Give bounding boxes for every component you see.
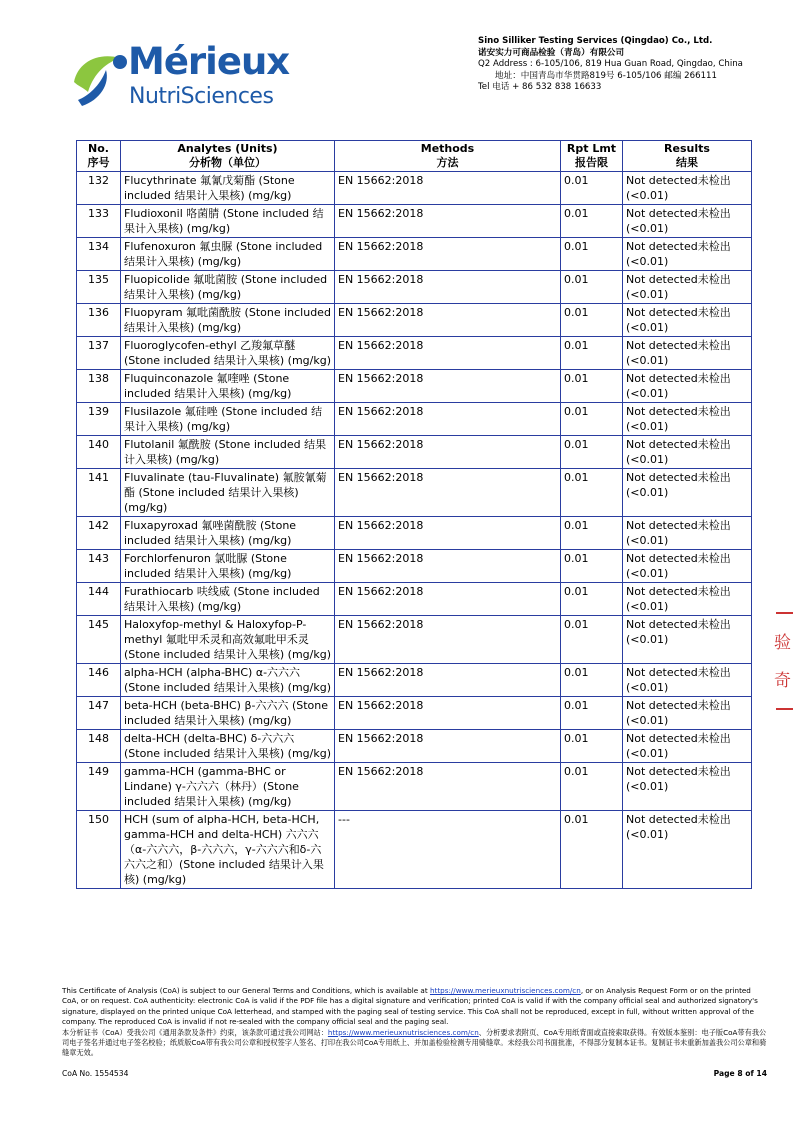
row-analyte: Furathiocarb 呋线威 (Stone included 结果计入果核) (mg/kg) bbox=[121, 583, 335, 616]
row-limit: 0.01 bbox=[561, 517, 623, 550]
header-no: No. 序号 bbox=[77, 141, 121, 172]
row-analyte: Haloxyfop-methyl & Haloxyfop-P-methyl 氟吡甲禾灵和高效氟吡甲禾灵 (Stone included 结果计入果核) (mg/kg) bbox=[121, 616, 335, 664]
row-limit: 0.01 bbox=[561, 370, 623, 403]
row-no: 136 bbox=[77, 304, 121, 337]
row-analyte: Fluvalinate (tau-Fluvalinate) 氟胺氰菊酯 (Stone included 结果计入果核) (mg/kg) bbox=[121, 469, 335, 517]
row-limit: 0.01 bbox=[561, 550, 623, 583]
row-analyte: Fluquinconazole 氟喹唑 (Stone included 结果计入果核) (mg/kg) bbox=[121, 370, 335, 403]
row-result: Not detected未检出(<0.01) bbox=[623, 811, 752, 889]
row-limit: 0.01 bbox=[561, 664, 623, 697]
row-method: EN 15662:2018 bbox=[335, 517, 561, 550]
table-row bbox=[77, 811, 752, 889]
row-analyte: Forchlorfenuron 氯吡脲 (Stone included 结果计入果核) (mg/kg) bbox=[121, 550, 335, 583]
row-result: Not detected未检出(<0.01) bbox=[623, 664, 752, 697]
row-result: Not detected未检出(<0.01) bbox=[623, 583, 752, 616]
page-number: Page 8 of 14 bbox=[713, 1069, 767, 1078]
company-tel: Tel 电话 + 86 532 838 16633 bbox=[478, 82, 602, 93]
table-row bbox=[77, 205, 752, 238]
row-limit: 0.01 bbox=[561, 172, 623, 205]
row-limit: 0.01 bbox=[561, 763, 623, 811]
row-no: 140 bbox=[77, 436, 121, 469]
row-analyte: alpha-HCH (alpha-BHC) α-六六六 (Stone included 结果计入果核) (mg/kg) bbox=[121, 664, 335, 697]
table-row bbox=[77, 304, 752, 337]
header-analytes: Analytes (Units) 分析物（单位） bbox=[121, 141, 335, 172]
row-method: --- bbox=[335, 811, 561, 889]
row-analyte: Flutolanil 氟酰胺 (Stone included 结果计入果核) (mg/kg) bbox=[121, 436, 335, 469]
row-method: EN 15662:2018 bbox=[335, 238, 561, 271]
row-result: Not detected未检出(<0.01) bbox=[623, 238, 752, 271]
row-result: Not detected未检出(<0.01) bbox=[623, 550, 752, 583]
row-no: 142 bbox=[77, 517, 121, 550]
terms-link-en[interactable]: https://www.merieuxnutrisciences.com/cn bbox=[429, 986, 581, 995]
table-row bbox=[77, 550, 752, 583]
row-method: EN 15662:2018 bbox=[335, 616, 561, 664]
row-no: 143 bbox=[77, 550, 121, 583]
company-logo bbox=[70, 40, 290, 118]
row-result: Not detected未检出(<0.01) bbox=[623, 517, 752, 550]
row-analyte: Flucythrinate 氟氰戊菊酯 (Stone included 结果计入果核) (mg/kg) bbox=[121, 172, 335, 205]
row-method: EN 15662:2018 bbox=[335, 271, 561, 304]
table-row bbox=[77, 271, 752, 304]
row-method: EN 15662:2018 bbox=[335, 664, 561, 697]
row-method: EN 15662:2018 bbox=[335, 469, 561, 517]
row-analyte: delta-HCH (delta-BHC) δ-六六六 (Stone included 结果计入果核) (mg/kg) bbox=[121, 730, 335, 763]
row-analyte: Fluopyram 氟吡菌酰胺 (Stone included 结果计入果核) (mg/kg) bbox=[121, 304, 335, 337]
row-limit: 0.01 bbox=[561, 238, 623, 271]
header-results: Results 结果 bbox=[623, 141, 752, 172]
table-row bbox=[77, 238, 752, 271]
row-method: EN 15662:2018 bbox=[335, 436, 561, 469]
row-analyte: HCH (sum of alpha-HCH, beta-HCH, gamma-HCH and delta-HCH) 六六六（α-六六六，β-六六六，γ-六六六和δ-六六六之和）(Stone included 结果计入果核) (mg/kg) bbox=[121, 811, 335, 889]
row-result: Not detected未检出(<0.01) bbox=[623, 271, 752, 304]
row-no: 145 bbox=[77, 616, 121, 664]
row-no: 138 bbox=[77, 370, 121, 403]
row-result: Not detected未检出(<0.01) bbox=[623, 616, 752, 664]
row-no: 150 bbox=[77, 811, 121, 889]
table-row bbox=[77, 517, 752, 550]
row-no: 148 bbox=[77, 730, 121, 763]
row-result: Not detected未检出(<0.01) bbox=[623, 436, 752, 469]
row-no: 141 bbox=[77, 469, 121, 517]
logo-wordmark-top: Mérieux bbox=[128, 40, 290, 83]
row-limit: 0.01 bbox=[561, 271, 623, 304]
terms-en: This Certificate of Analysis (CoA) is subject to our General Terms and Conditions, which is available at https://www.merieuxnutrisciences.com/cn, or on Analysis Request Form or on the printed CoA, or on request. CoA authenticity: electronic CoA is valid if the PDF file has a digital signature and verification; printed CoA is valid if with the company official seal and authorized signatory's signature, displayed on the printed unique CoA letterhead, and stamped with the paging seal of testing service. This CoA shall not be reproduced, except in full, without written approval of the company. The reproduced CoA is invalid if not re-sealed with the company official seal and the paging seal. bbox=[62, 986, 758, 1027]
seal-bar-top bbox=[776, 612, 793, 614]
row-result: Not detected未检出(<0.01) bbox=[623, 337, 752, 370]
row-result: Not detected未检出(<0.01) bbox=[623, 697, 752, 730]
row-result: Not detected未检出(<0.01) bbox=[623, 403, 752, 436]
table-row bbox=[77, 337, 752, 370]
row-result: Not detected未检出(<0.01) bbox=[623, 304, 752, 337]
logo-wordmark-bottom: NutriSciences bbox=[129, 84, 274, 109]
row-no: 146 bbox=[77, 664, 121, 697]
row-method: EN 15662:2018 bbox=[335, 337, 561, 370]
table-row bbox=[77, 436, 752, 469]
row-analyte: gamma-HCH (gamma-BHC or Lindane) γ-六六六（林丹）(Stone included 结果计入果核) (mg/kg) bbox=[121, 763, 335, 811]
row-limit: 0.01 bbox=[561, 697, 623, 730]
row-result: Not detected未检出(<0.01) bbox=[623, 370, 752, 403]
row-analyte: Fluopicolide 氟吡菌胺 (Stone included 结果计入果核) (mg/kg) bbox=[121, 271, 335, 304]
row-method: EN 15662:2018 bbox=[335, 205, 561, 238]
row-method: EN 15662:2018 bbox=[335, 304, 561, 337]
row-limit: 0.01 bbox=[561, 616, 623, 664]
row-no: 134 bbox=[77, 238, 121, 271]
row-result: Not detected未检出(<0.01) bbox=[623, 205, 752, 238]
row-limit: 0.01 bbox=[561, 730, 623, 763]
table-header-row bbox=[77, 141, 752, 172]
row-no: 137 bbox=[77, 337, 121, 370]
row-no: 133 bbox=[77, 205, 121, 238]
row-result: Not detected未检出(<0.01) bbox=[623, 172, 752, 205]
row-method: EN 15662:2018 bbox=[335, 583, 561, 616]
paging-seal bbox=[770, 612, 793, 712]
table-row bbox=[77, 697, 752, 730]
row-limit: 0.01 bbox=[561, 403, 623, 436]
table-row bbox=[77, 664, 752, 697]
table-row bbox=[77, 403, 752, 436]
row-no: 149 bbox=[77, 763, 121, 811]
company-address-cn: 地址：中国青岛市华贯路819号 6-105/106 邮编 266111 bbox=[495, 70, 717, 81]
company-name-cn: 诺安实力可商品检验（青岛）有限公司 bbox=[478, 47, 625, 58]
header-methods: Methods 方法 bbox=[335, 141, 561, 172]
row-result: Not detected未检出(<0.01) bbox=[623, 469, 752, 517]
row-method: EN 15662:2018 bbox=[335, 370, 561, 403]
row-limit: 0.01 bbox=[561, 304, 623, 337]
results-table bbox=[76, 140, 752, 889]
row-no: 147 bbox=[77, 697, 121, 730]
coa-number: CoA No. 1554534 bbox=[62, 1069, 129, 1078]
row-limit: 0.01 bbox=[561, 583, 623, 616]
table-row bbox=[77, 730, 752, 763]
table-row bbox=[77, 583, 752, 616]
row-analyte: beta-HCH (beta-BHC) β-六六六 (Stone included 结果计入果核) (mg/kg) bbox=[121, 697, 335, 730]
row-method: EN 15662:2018 bbox=[335, 697, 561, 730]
row-method: EN 15662:2018 bbox=[335, 730, 561, 763]
table-row bbox=[77, 616, 752, 664]
row-method: EN 15662:2018 bbox=[335, 403, 561, 436]
company-address-en: Q2 Address : 6-105/106, 819 Hua Guan Road, Qingdao, China bbox=[478, 59, 743, 70]
row-result: Not detected未检出(<0.01) bbox=[623, 730, 752, 763]
row-method: EN 15662:2018 bbox=[335, 550, 561, 583]
row-limit: 0.01 bbox=[561, 469, 623, 517]
terms-link-cn[interactable]: https://www.merieuxnutrisciences.com/cn bbox=[327, 1027, 479, 1037]
seal-char-1: 验 bbox=[774, 633, 791, 653]
table-row bbox=[77, 370, 752, 403]
row-limit: 0.01 bbox=[561, 811, 623, 889]
row-limit: 0.01 bbox=[561, 337, 623, 370]
table-row bbox=[77, 172, 752, 205]
row-analyte: Fluoroglycofen-ethyl 乙羧氟草醚 (Stone included 结果计入果核) (mg/kg) bbox=[121, 337, 335, 370]
row-no: 144 bbox=[77, 583, 121, 616]
logo-leaf-icon bbox=[70, 48, 132, 110]
company-name-en: Sino Silliker Testing Services (Qingdao) Co., Ltd. bbox=[478, 36, 713, 46]
table-row bbox=[77, 469, 752, 517]
row-analyte: Flufenoxuron 氟虫脲 (Stone included 结果计入果核) (mg/kg) bbox=[121, 238, 335, 271]
header-rpt-lmt: Rpt Lmt 报告限 bbox=[561, 141, 623, 172]
row-analyte: Fluxapyroxad 氟唑菌酰胺 (Stone included 结果计入果核) (mg/kg) bbox=[121, 517, 335, 550]
row-method: EN 15662:2018 bbox=[335, 763, 561, 811]
row-result: Not detected未检出(<0.01) bbox=[623, 763, 752, 811]
row-method: EN 15662:2018 bbox=[335, 172, 561, 205]
seal-bar-bottom bbox=[776, 708, 793, 710]
company-info bbox=[478, 36, 743, 94]
terms-cn: 本分析证书（CoA）受我公司《通用条款及条件》约束，该条款可通过我公司网站：https://www.merieuxnutrisciences.com/cn、分析要求表附页、CoA专用纸背面或直接索取获得。有效版本鉴别：电子版CoA带有我公司电子签名并通过电子签名校验；纸质版CoA带有我公司公章和授权签字人签名、打印在我公司CoA专用纸上、并加盖检验检测专用骑缝章。未经我公司书面批准，不得部分复制本证书。复制证书未重新加盖我公司公章和骑缝章无效。 bbox=[62, 1027, 767, 1058]
row-no: 135 bbox=[77, 271, 121, 304]
row-analyte: Fludioxonil 咯菌腈 (Stone included 结果计入果核) (mg/kg) bbox=[121, 205, 335, 238]
seal-char-2: 奇 bbox=[774, 671, 791, 691]
row-limit: 0.01 bbox=[561, 436, 623, 469]
table-row bbox=[77, 763, 752, 811]
row-analyte: Flusilazole 氟硅唑 (Stone included 结果计入果核) (mg/kg) bbox=[121, 403, 335, 436]
row-no: 139 bbox=[77, 403, 121, 436]
terms-disclaimer bbox=[62, 986, 767, 1059]
row-no: 132 bbox=[77, 172, 121, 205]
row-limit: 0.01 bbox=[561, 205, 623, 238]
